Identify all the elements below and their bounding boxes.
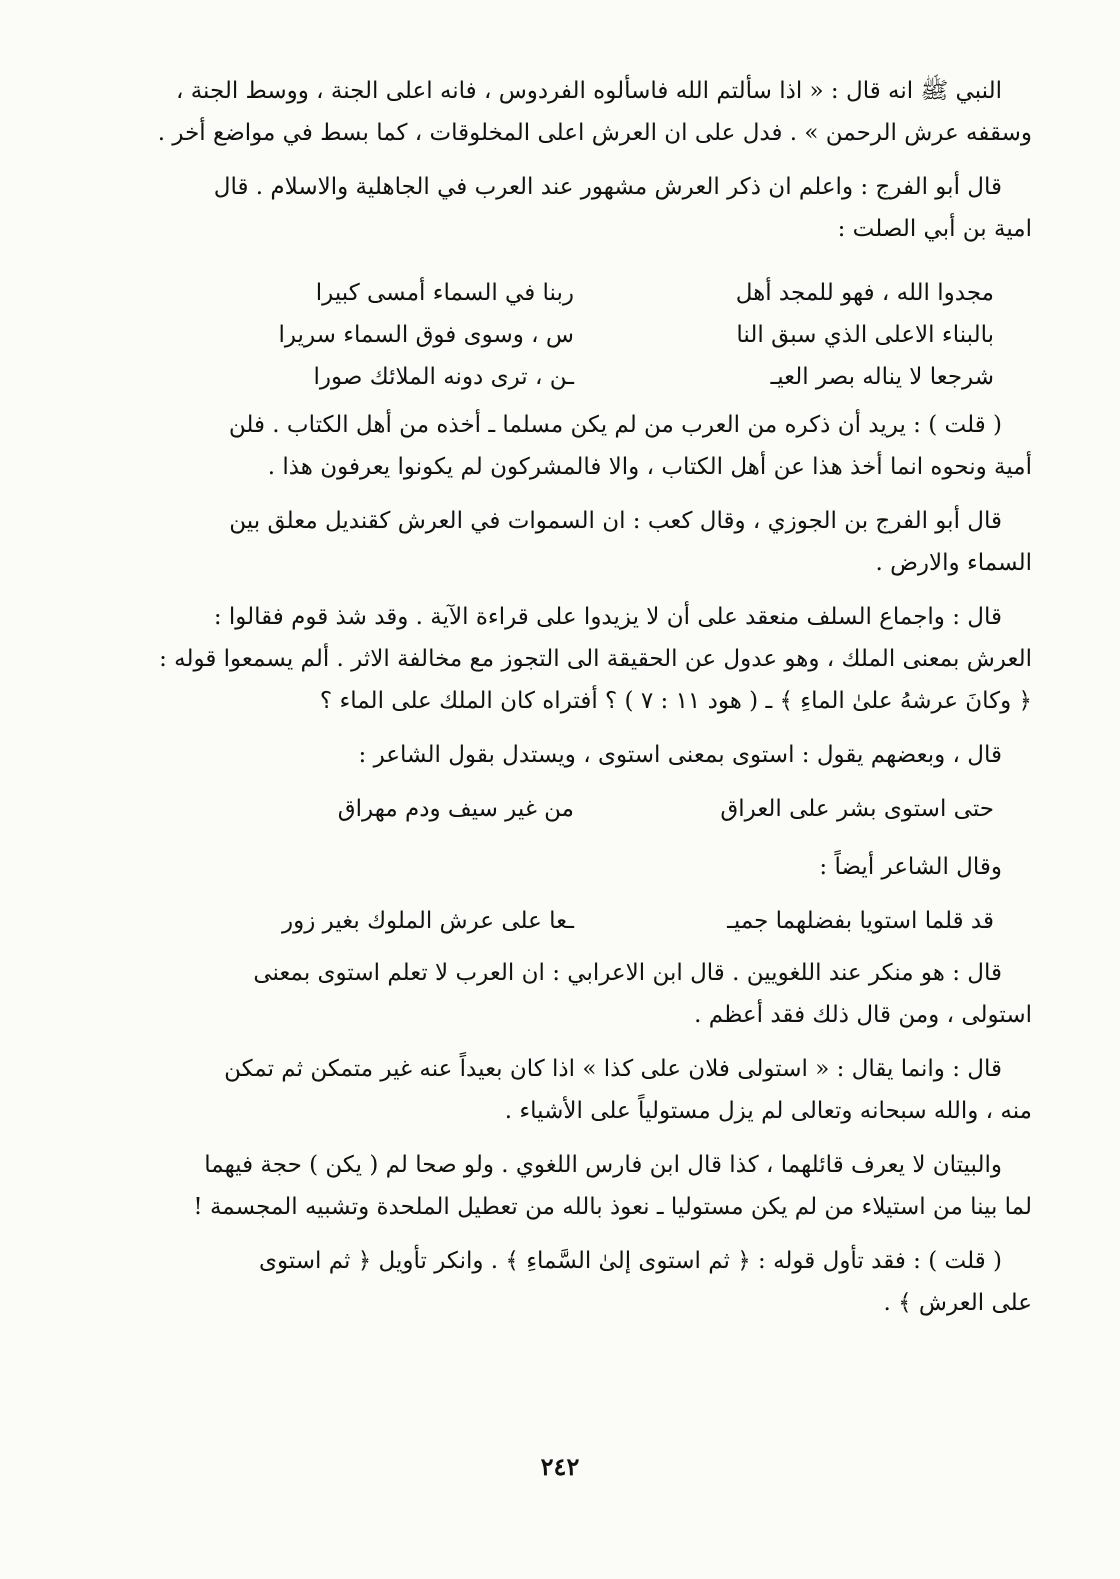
poem-bishr xyxy=(88,788,1032,830)
text-line: والبيتان لا يعرف قائلهما ، كذا قال ابن فارس اللغوي . ولو صحا لم ( يكن ) حجة فيهما xyxy=(204,1152,1002,1178)
paragraph-hadith xyxy=(88,70,1032,154)
verse-second-half: ربنا في السماء أمسى كبيرا xyxy=(315,280,574,306)
text-line: قال : وانما يقال : « استولى فلان على كذا » اذا كان بعيداً عنه غير متمكن ثم تمكن xyxy=(224,1056,1002,1082)
text-line: استولى ، ومن قال ذلك فقد أعظم . xyxy=(694,1002,1032,1028)
paragraph-ibn-arabi xyxy=(88,952,1032,1036)
verse-second-half: ـعا على عرش الملوك بغير زور xyxy=(282,908,574,934)
text-line: السماء والارض . xyxy=(875,550,1032,576)
text-line: وقال الشاعر أيضاً : xyxy=(819,854,1002,880)
paragraph-istawa xyxy=(88,734,1032,776)
verse-line xyxy=(88,314,1032,356)
text-line: قال أبو الفرج : واعلم ان ذكر العرش مشهور عند العرب في الجاهلية والاسلام . قال xyxy=(213,174,1002,200)
verse-line xyxy=(88,900,1032,942)
text-line: على العرش ﴾ . xyxy=(883,1290,1032,1316)
text-line: وسقفه عرش الرحمن » . فدل على ان العرش اعلى المخلوقات ، كما بسط في مواضع أخر . xyxy=(157,120,1032,146)
paragraph-abu-faraj xyxy=(88,166,1032,250)
text-line: أمية ونحوه انما أخذ هذا عن أهل الكتاب ، والا فالمشركون لم يكونوا يعرفون هذا . xyxy=(267,454,1032,480)
verse-second-half: ـن ، ترى دونه الملائك صورا xyxy=(313,364,574,390)
text-line: النبي ﷺ انه قال : « اذا سألتم الله فاسألوه الفردوس ، فانه اعلى الجنة ، ووسط الجنة ، xyxy=(175,78,1002,104)
text-line: العرش بمعنى الملك ، وهو عدول عن الحقيقة الى التجوز مع مخالفة الاثر . ألم يسمعوا قوله : xyxy=(159,646,1032,672)
paragraph-poet-intro xyxy=(88,846,1032,888)
verse-first-half: قد قلما استويا بفضلهما جميـ xyxy=(727,908,994,934)
text-line: امية بن أبي الصلت : xyxy=(837,216,1032,242)
text-line: قال : واجماع السلف منعقد على أن لا يزيدوا على قراءة الآية . وقد شذ قوم فقالوا : xyxy=(213,604,1002,630)
verse-line xyxy=(88,272,1032,314)
page-number: ٢٤٢ xyxy=(540,1452,580,1481)
poem-second xyxy=(88,900,1032,942)
text-line: قال ، وبعضهم يقول : استوى بمعنى استوى ، ويستدل بقول الشاعر : xyxy=(358,742,1002,768)
paragraph-ibn-faris xyxy=(88,1144,1032,1228)
paragraph-istawla xyxy=(88,1048,1032,1132)
poem-umayya xyxy=(88,272,1032,398)
verse-line xyxy=(88,788,1032,830)
text-line: ( قلت ) : فقد تأول قوله : ﴿ ثم استوى إلىٰ السَّماءِ ﴾ . وانكر تأويل ﴿ ثم استوى xyxy=(258,1248,1002,1274)
text-line: قال أبو الفرج بن الجوزي ، وقال كعب : ان السموات في العرش كقنديل معلق بين xyxy=(229,508,1002,534)
text-line: منه ، والله سبحانه وتعالى لم يزل مستولياً على الأشياء . xyxy=(504,1098,1032,1124)
text-line: قال : هو منكر عند اللغويين . قال ابن الاعرابي : ان العرب لا تعلم استوى بمعنى xyxy=(253,960,1002,986)
verse-second-half: من غير سيف ودم مهراق xyxy=(337,796,574,822)
paragraph-tawil xyxy=(88,1240,1032,1324)
verse-first-half: مجدوا الله ، فهو للمجد أهل xyxy=(735,280,994,306)
paragraph-qultu xyxy=(88,404,1032,488)
text-line: لما بينا من استيلاء من لم يكن مستوليا ـ نعوذ بالله من تعطيل الملحدة وتشبيه المجسمة ! xyxy=(193,1194,1032,1220)
paragraph-ijma xyxy=(88,596,1032,722)
verse-second-half: س ، وسوى فوق السماء سريرا xyxy=(278,322,574,348)
page-body xyxy=(88,70,1032,1336)
verse-first-half: شرجعا لا يناله بصر العيـ xyxy=(770,364,994,390)
verse-first-half: بالبناء الاعلى الذي سبق النا xyxy=(736,322,994,348)
verse-line xyxy=(88,356,1032,398)
paragraph-kaab xyxy=(88,500,1032,584)
verse-first-half: حتى استوى بشر على العراق xyxy=(720,796,994,822)
quran-verse-line: ﴿ وكانَ عرشهُ علىٰ الماءِ ﴾ ـ ( هود ١١ : ٧ ) ؟ أفتراه كان الملك على الماء ؟ xyxy=(319,688,1032,714)
text-line: ( قلت ) : يريد أن ذكره من العرب من لم يكن مسلما ـ أخذه من أهل الكتاب . فلن xyxy=(228,412,1002,438)
